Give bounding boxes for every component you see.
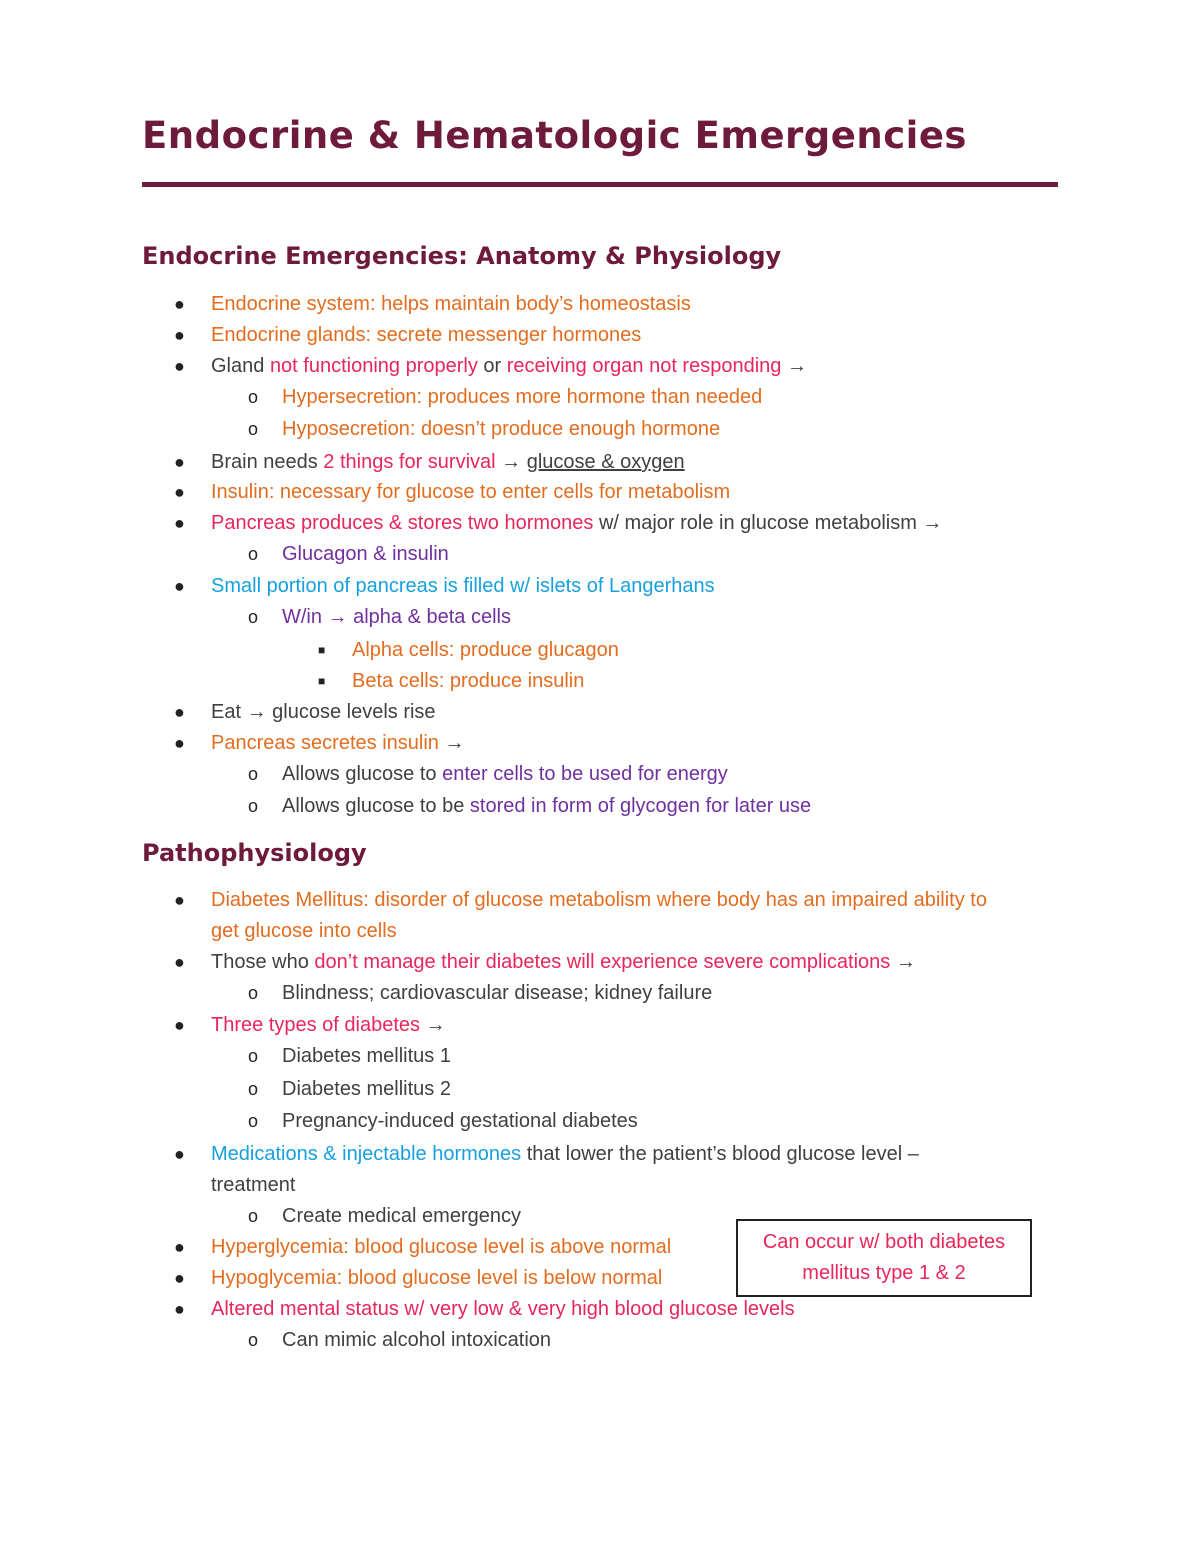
list-item-text xyxy=(282,759,728,790)
list-item-text xyxy=(282,1074,451,1105)
text-span: Pancreas produces & stores two hormones xyxy=(211,512,594,534)
bullet-icon: o xyxy=(248,1330,259,1350)
text-span: not functioning properly xyxy=(269,355,478,377)
bullet-icon: o xyxy=(248,419,259,439)
list-item-text xyxy=(211,571,715,602)
list-item-text xyxy=(282,1106,638,1137)
bullet-icon: ● xyxy=(174,576,185,596)
text-span: Eat → glucose levels rise xyxy=(211,701,436,723)
list-item xyxy=(0,666,1200,697)
bullet-icon: ● xyxy=(174,890,185,910)
list-item xyxy=(0,602,1200,633)
list-item xyxy=(0,414,1200,445)
text-span: Hypersecretion: produces more hormone than needed xyxy=(282,386,763,408)
text-span: stored in form of glycogen for later use xyxy=(469,795,812,817)
text-span: get glucose into cells xyxy=(211,920,397,942)
list-item-text xyxy=(211,885,987,916)
list-item xyxy=(0,1325,1200,1356)
bullet-icon: ● xyxy=(174,294,185,314)
list-item-text xyxy=(282,1041,451,1072)
list-item xyxy=(0,978,1200,1009)
bullet-icon: ● xyxy=(174,1237,185,1257)
text-span: Hyposecretion: doesn’t produce enough hormone xyxy=(282,418,721,440)
list-item xyxy=(0,635,1200,666)
list-item-text xyxy=(282,382,762,413)
bullet-icon: ● xyxy=(174,1015,185,1035)
bullet-icon: ● xyxy=(174,733,185,753)
list-item-text xyxy=(211,1170,295,1201)
text-span: glucose & oxygen xyxy=(526,451,685,473)
bullet-icon: o xyxy=(248,1111,259,1131)
text-span: → xyxy=(438,732,465,754)
list-item xyxy=(0,947,1200,978)
text-span: → xyxy=(781,355,807,377)
list-item-text xyxy=(352,666,584,697)
list-item-text xyxy=(211,1263,662,1294)
bullet-icon: ● xyxy=(174,952,185,972)
list-item xyxy=(0,1074,1200,1105)
bullet-icon: o xyxy=(248,1046,259,1066)
text-span: Alpha cells: produce glucagon xyxy=(352,639,619,661)
list-item xyxy=(0,320,1200,351)
list-item-text xyxy=(211,289,691,320)
list-item xyxy=(0,885,1200,916)
section-heading-pathophysiology: Pathophysiology xyxy=(142,839,367,867)
text-span: that lower the patient’s blood glucose level – xyxy=(521,1143,919,1165)
text-span: Insulin: necessary for glucose to enter cells for metabolism xyxy=(211,481,731,503)
list-item-text xyxy=(211,1010,446,1041)
bullet-icon: ● xyxy=(174,513,185,533)
bullet-icon: ● xyxy=(174,356,185,376)
list-item-text xyxy=(211,697,436,728)
list-item-text xyxy=(211,508,942,539)
text-span: don’t manage their diabetes will experience severe complications xyxy=(314,951,891,973)
list-item-text xyxy=(282,791,811,822)
text-span: Altered mental status w/ very low & very high blood glucose levels xyxy=(211,1298,795,1320)
list-item xyxy=(0,1041,1200,1072)
text-span: Three types of diabetes xyxy=(211,1014,421,1036)
text-span: or xyxy=(477,355,507,377)
text-span: Can mimic alcohol intoxication xyxy=(282,1329,552,1351)
list-item xyxy=(0,477,1200,508)
callout-box xyxy=(736,1219,1032,1297)
title-rule xyxy=(142,182,1058,187)
list-item-text xyxy=(282,978,712,1009)
text-span: → xyxy=(420,1014,446,1036)
text-span: Pregnancy-induced gestational diabetes xyxy=(282,1110,638,1132)
list-item-text xyxy=(211,916,397,947)
text-span: 2 things for survival xyxy=(323,451,496,473)
list-item-text xyxy=(211,320,641,351)
list-item xyxy=(0,539,1200,570)
text-span: Diabetes Mellitus: disorder of glucose metabolism where body has an impaired ability to xyxy=(211,889,987,911)
list-item-text xyxy=(211,1139,919,1170)
text-span: Small portion of pancreas is filled w/ islets of Langerhans xyxy=(211,575,715,597)
text-span: → xyxy=(495,451,527,473)
list-item-text xyxy=(211,351,807,382)
text-span: Brain needs xyxy=(211,451,324,473)
callout-line-2: mellitus type 1 & 2 xyxy=(802,1262,966,1284)
list-item-text xyxy=(282,1201,521,1232)
list-item-text xyxy=(211,947,916,978)
list-item-text xyxy=(211,1232,671,1263)
list-item xyxy=(0,916,1200,947)
list-item xyxy=(0,508,1200,539)
bullet-icon: ● xyxy=(174,482,185,502)
list-item xyxy=(0,1139,1200,1170)
list-item-text xyxy=(211,1294,795,1325)
text-span: Pancreas secretes insulin xyxy=(211,732,439,754)
bullet-icon: ● xyxy=(174,1144,185,1164)
text-span: w/ major role in glucose metabolism → xyxy=(593,512,943,534)
list-item xyxy=(0,728,1200,759)
list-item xyxy=(0,1106,1200,1137)
list-item xyxy=(0,351,1200,382)
text-span: → xyxy=(890,951,916,973)
section-heading-anatomy: Endocrine Emergencies: Anatomy & Physiology xyxy=(142,242,782,270)
list-item-text xyxy=(211,728,464,759)
list-item-text xyxy=(282,1325,551,1356)
text-span: treatment xyxy=(211,1174,296,1196)
list-item xyxy=(0,1170,1200,1201)
bullet-icon: ■ xyxy=(318,674,326,688)
list-item xyxy=(0,571,1200,602)
bullet-icon: ● xyxy=(174,1268,185,1288)
text-span: Glucagon & insulin xyxy=(282,543,449,565)
list-item-text xyxy=(282,414,720,445)
list-item xyxy=(0,791,1200,822)
bullet-icon: ● xyxy=(174,1299,185,1319)
bullet-icon: ● xyxy=(174,452,185,472)
list-item-text xyxy=(352,635,619,666)
text-span: Gland xyxy=(211,355,270,377)
text-span: Allows glucose to xyxy=(282,763,443,785)
bullet-icon: ■ xyxy=(318,643,326,657)
text-span: Hyperglycemia: blood glucose level is above normal xyxy=(211,1236,672,1258)
bullet-icon: o xyxy=(248,544,259,564)
list-item xyxy=(0,759,1200,790)
list-item xyxy=(0,447,1200,478)
text-span: receiving organ not responding xyxy=(506,355,782,377)
text-span: Blindness; cardiovascular disease; kidney failure xyxy=(282,982,713,1004)
bullet-icon: o xyxy=(248,1206,259,1226)
bullet-icon: o xyxy=(248,607,259,627)
list-item-text xyxy=(282,602,511,633)
bullet-icon: ● xyxy=(174,702,185,722)
callout-line-1: Can occur w/ both diabetes xyxy=(762,1231,1006,1253)
text-span: Endocrine glands: secrete messenger hormones xyxy=(211,324,642,346)
text-span: Diabetes mellitus 1 xyxy=(282,1045,451,1067)
list-item-text xyxy=(282,539,449,570)
list-item-text xyxy=(211,477,730,508)
list-item xyxy=(0,382,1200,413)
text-span: Create medical emergency xyxy=(282,1205,521,1227)
text-span: W/in → alpha & beta cells xyxy=(282,606,511,628)
text-span: Diabetes mellitus 2 xyxy=(282,1078,451,1100)
text-span: Those who xyxy=(211,951,315,973)
text-span: Beta cells: produce insulin xyxy=(352,670,585,692)
list-item xyxy=(0,289,1200,320)
bullet-icon: o xyxy=(248,1079,259,1099)
text-span: Medications & injectable hormones xyxy=(211,1143,522,1165)
list-item xyxy=(0,1010,1200,1041)
list-item-text xyxy=(211,447,685,478)
text-span: Allows glucose to be xyxy=(282,795,470,817)
bullet-icon: ● xyxy=(174,325,185,345)
bullet-icon: o xyxy=(248,983,259,1003)
text-span: Endocrine system: helps maintain body’s homeostasis xyxy=(211,293,691,315)
bullet-icon: o xyxy=(248,796,259,816)
list-item xyxy=(0,697,1200,728)
document-title: Endocrine & Hematologic Emergencies xyxy=(142,114,967,157)
bullet-icon: o xyxy=(248,387,259,407)
text-span: Hypoglycemia: blood glucose level is below normal xyxy=(211,1267,663,1289)
list-item xyxy=(0,1294,1200,1325)
bullet-icon: o xyxy=(248,764,259,784)
text-span: enter cells to be used for energy xyxy=(442,763,728,785)
